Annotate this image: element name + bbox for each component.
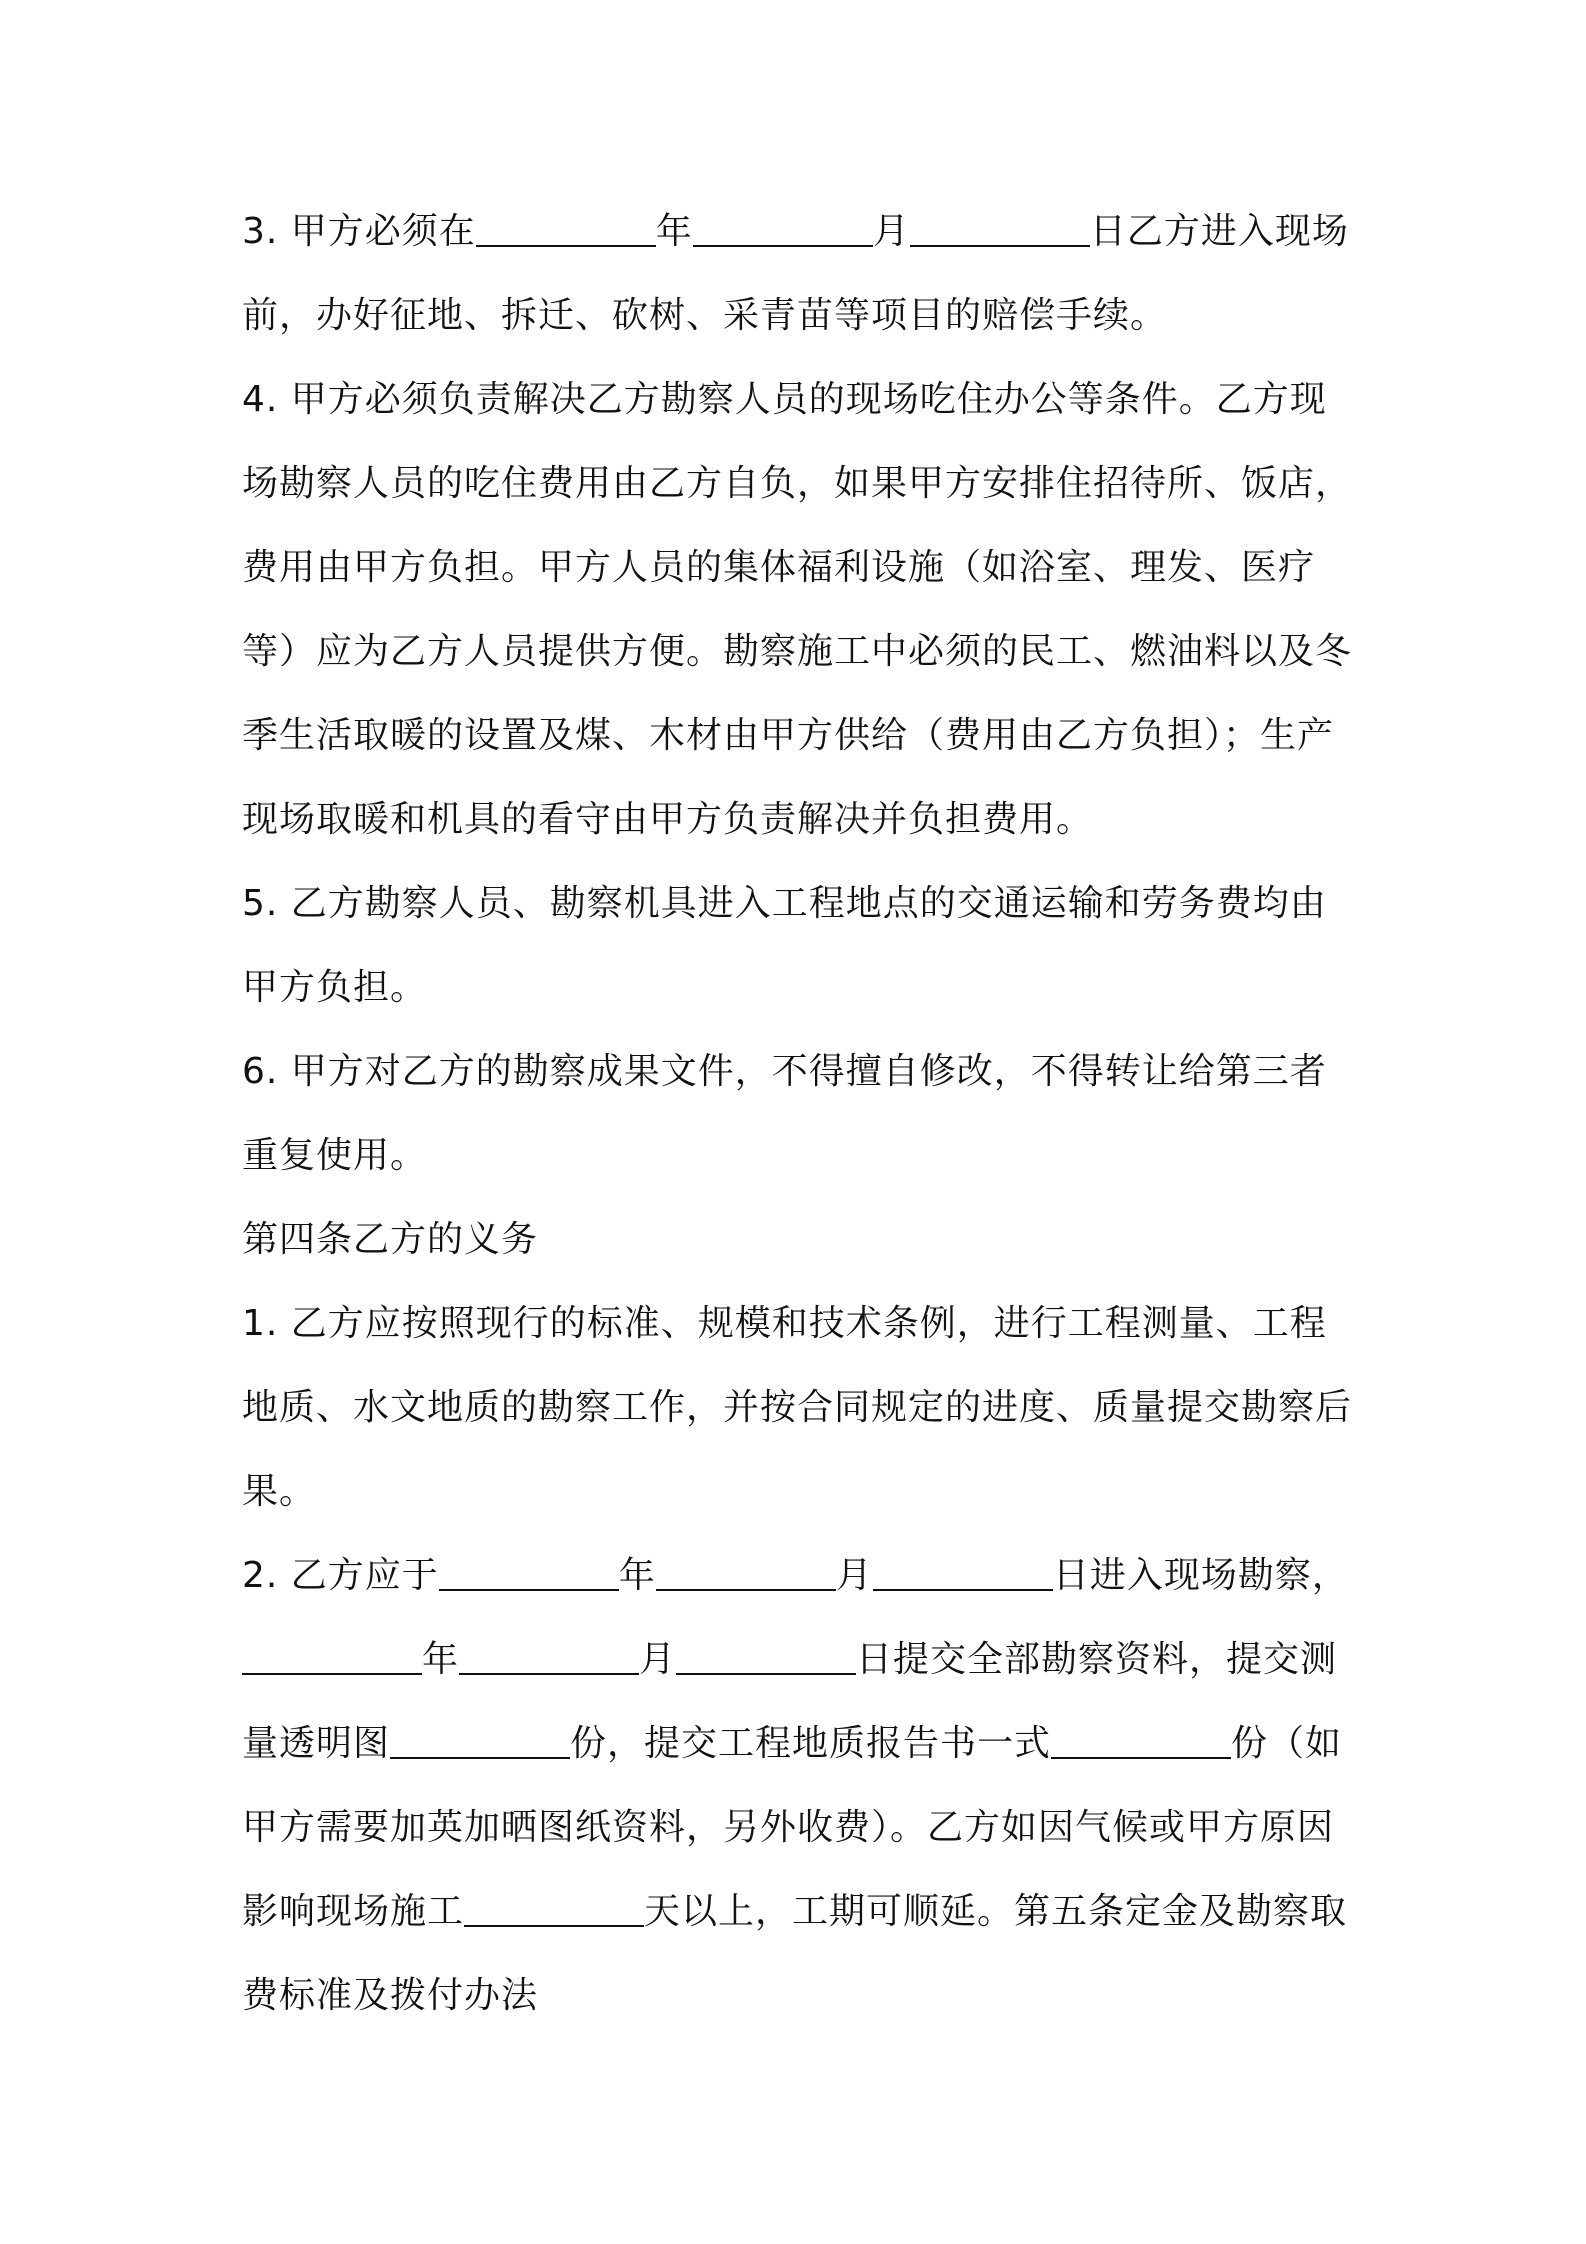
section-heading-article-4: 第四条乙方的义务	[242, 1219, 539, 1260]
blank-field	[464, 1895, 644, 1927]
clause-3-text-b: 年	[655, 211, 693, 252]
obligation-1: 1. 乙方应按照现行的标准、规模和技术条例，进行工程测量、工程地质、水文地质的勘察工作，并按合同规定的进度、质量提交勘察后果。	[242, 1303, 1353, 1512]
obligation-2-text-g: 日提交全部勘察资料，提交测量透明图	[242, 1639, 1338, 1764]
blank-field	[656, 1559, 836, 1591]
obligation-2-text-e: 年	[422, 1639, 460, 1680]
clause-3-text-d: 日乙方进入现场前，办好征地、拆迁、砍树、采青苗等项目的赔偿手续。	[242, 211, 1349, 336]
clause-5: 5. 乙方勘察人员、勘察机具进入工程地点的交通运输和劳务费均由甲方负担。	[242, 883, 1327, 1008]
clause-3-text-a: 3. 甲方必须在	[242, 211, 476, 252]
obligation-2-text-j: 天以上，工期可顺延。第五条定金及勘察取费标准及拨付办法	[242, 1891, 1348, 2016]
blank-field	[459, 1643, 639, 1675]
obligation-2-text-h: 份，提交工程地质报告书一式	[570, 1723, 1052, 1764]
obligation-2-text-b: 年	[618, 1555, 656, 1596]
blank-field	[439, 1559, 619, 1591]
blank-field	[676, 1643, 856, 1675]
clause-3	[242, 190, 1362, 358]
obligation-2	[242, 1534, 1362, 2038]
document-body	[242, 190, 1362, 2038]
obligation-2-text-a: 2. 乙方应于	[242, 1555, 439, 1596]
blank-field	[693, 215, 873, 247]
blank-field	[873, 1559, 1053, 1591]
blank-field	[390, 1727, 570, 1759]
clause-6: 6. 甲方对乙方的勘察成果文件，不得擅自修改，不得转让给第三者重复使用。	[242, 1051, 1327, 1176]
clause-4: 4. 甲方必须负责解决乙方勘察人员的现场吃住办公等条件。乙方现场勘察人员的吃住费用由乙方自负，如果甲方安排住招待所、饭店，费用由甲方负担。甲方人员的集体福利设施（如浴室、理发、医疗等）应为乙方人员提供方便。勘察施工中必须的民工、燃油料以及冬季生活取暖的设置及煤、木材由甲方供给（费用由乙方负担）；生产现场取暖和机具的看守由甲方负责解决并负担费用。	[242, 379, 1353, 840]
blank-field	[476, 215, 656, 247]
blank-field	[242, 1643, 422, 1675]
blank-field	[1051, 1727, 1231, 1759]
obligation-2-text-c: 月	[835, 1555, 873, 1596]
blank-field	[910, 215, 1090, 247]
obligation-2-text-i: 份（如甲方需要加英加晒图纸资料，另外收费）。乙方如因气候或甲方原因影响现场施工	[242, 1723, 1343, 1932]
clause-3-text-c: 月	[872, 211, 910, 252]
obligation-2-text-d: 日进入现场勘察，	[1052, 1555, 1349, 1596]
obligation-2-text-f: 月	[639, 1639, 677, 1680]
